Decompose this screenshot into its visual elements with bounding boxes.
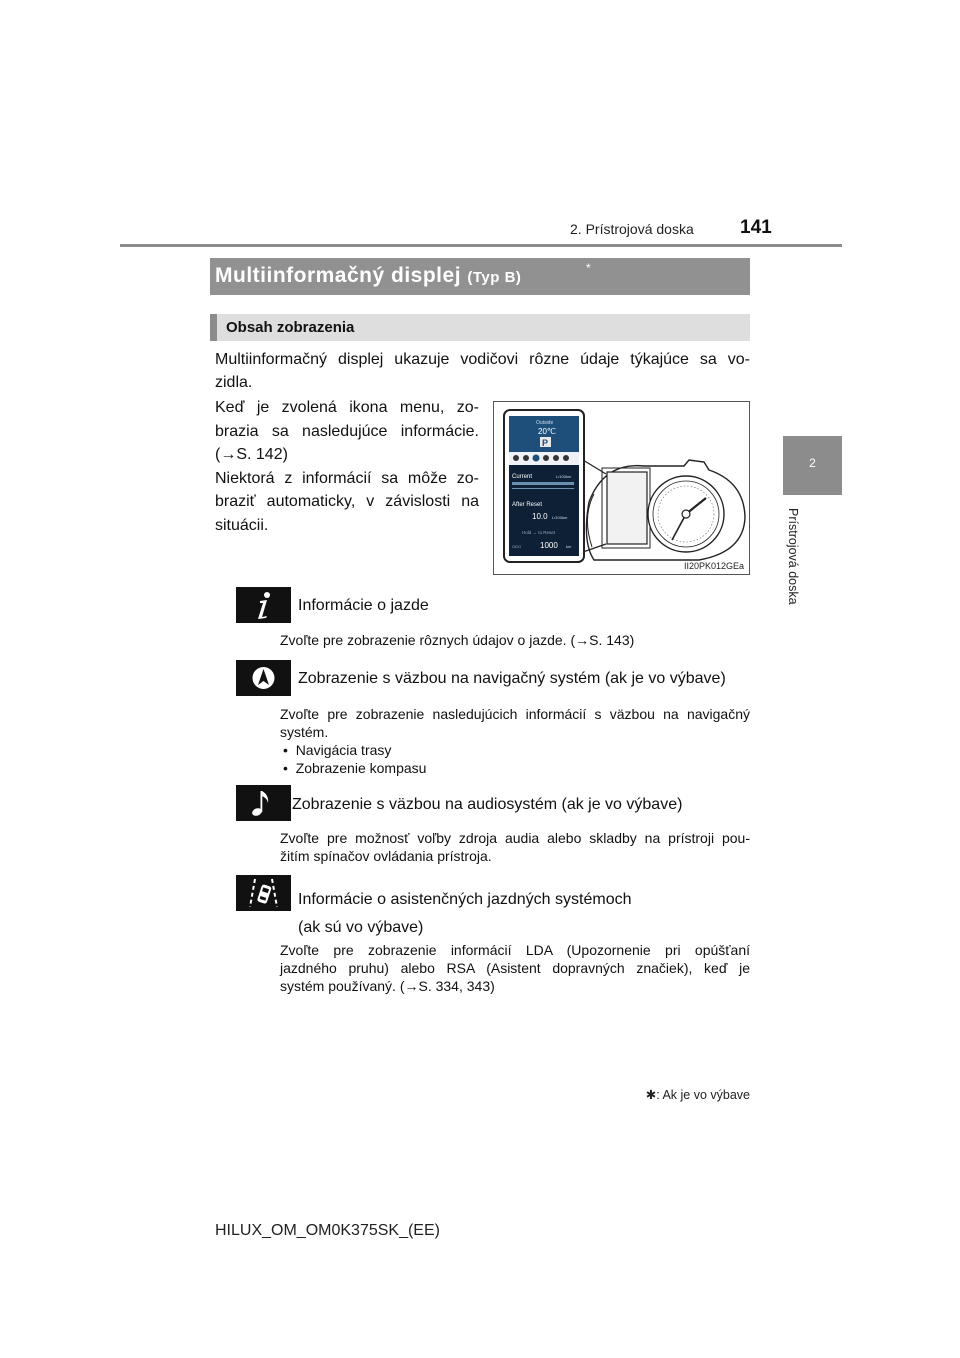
screen-temperature: 20℃ — [538, 427, 556, 436]
header-rule — [120, 244, 842, 247]
screen-hint: Hold → to Reset — [522, 530, 556, 535]
music-note-icon — [236, 785, 291, 821]
list-item: • Zobrazenie kompasu — [283, 760, 427, 776]
instrument-cluster-figure — [493, 401, 750, 575]
screen-after-reset-label: After Reset — [512, 502, 543, 508]
header-section-title: 2. Prístrojová doska — [570, 221, 694, 237]
driving-assist-icon — [236, 875, 291, 911]
screen-after-reset-unit: L/100km — [552, 515, 568, 520]
cluster-illustration — [494, 402, 749, 574]
intro-line-1: Multiinformačný displej ukazuje vodičovi rôzne údaje týkajúce sa vo- — [215, 351, 750, 368]
document-id: HILUX_OM_OM0K375SK_(EE) — [215, 1222, 440, 1239]
list-item: • Navigácia trasy — [283, 742, 392, 758]
item-4-desc: Zvoľte pre zobrazenie informácií LDA (Upozornenie pri opúšťaní jazdného pruhu) alebo RSA (Asistent dopravných značiek), keď je systém používaný. (→S. 334, 343) — [280, 942, 750, 994]
screen-odo-label: ODO — [512, 544, 522, 549]
section-title: Multiinformačný displej (Typ B) — [215, 264, 522, 287]
item-2-desc: Zvoľte pre zobrazenie nasledujúcich informácií s väzbou na navigačný systém. • Navigácia trasy • Zobrazenie kompasu — [280, 706, 750, 776]
screen-current-label: Current — [512, 474, 533, 480]
page-number: 141 — [740, 217, 772, 238]
chapter-label: Prístrojová doska — [786, 508, 800, 605]
screen-current-unit: L/100km — [556, 474, 572, 479]
footnote: ✱: Ak je vo výbave — [645, 1088, 750, 1102]
item-2-title: Zobrazenie s väzbou na navigačný systém (ak je vo výbave) — [298, 670, 726, 687]
screen-odo-unit: km — [566, 544, 572, 549]
item-4-title: Informácie o asistenčných jazdných systémoch (ak sú vo výbave) — [298, 891, 632, 936]
subheading: Obsah zobrazenia — [226, 319, 355, 336]
screen-odo-value: 1000 — [540, 541, 558, 550]
section-title-bar — [210, 258, 750, 295]
subheading-bar — [210, 314, 750, 341]
intro-paragraph-2: Keď je zvolená ikona menu, zo- brazia sa nasledujúce informácie. (→S. 142) Niektorá z informácií sa môže zo- braziť automaticky, v závislosti na situácii. — [215, 399, 479, 534]
screen-outside-label: Outside — [536, 420, 554, 426]
navigation-icon — [236, 660, 291, 696]
item-1-title: Informácie o jazde — [298, 597, 429, 614]
item-1-desc: Zvoľte pre zobrazenie rôznych údajov o jazde. (→S. 143) — [280, 632, 635, 648]
screen-after-reset-value: 10.0 — [532, 512, 548, 521]
item-3-desc: Zvoľte pre možnosť voľby zdroja audia alebo skladby na prístroji pou- žitím spínačov ovládania prístroja. — [280, 830, 750, 864]
intro-line-2: zidla. — [215, 374, 253, 391]
title-asterisk: * — [586, 261, 591, 275]
screen-gear: P — [542, 438, 549, 448]
figure-code: II20PK012GEa — [683, 561, 744, 571]
item-3-title: Zobrazenie s väzbou na audiosystém (ak je vo výbave) — [292, 796, 683, 813]
chapter-number: 2 — [809, 456, 816, 470]
chapter-tab — [783, 436, 842, 495]
info-icon — [236, 587, 291, 623]
